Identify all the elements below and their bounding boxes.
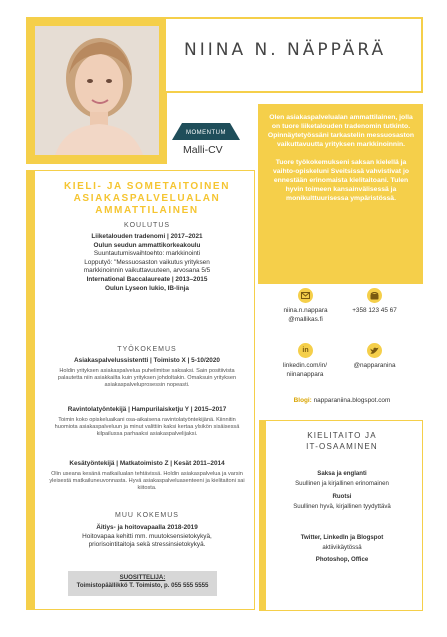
person-name: NIINA N. NÄPPÄRÄ (184, 40, 387, 60)
education-line: Liiketalouden tradenomi | 2017–2021 (91, 233, 203, 240)
summary-text (266, 113, 416, 203)
email-line: niina.n.nappara (283, 307, 328, 314)
momentum-logo (172, 120, 240, 140)
language-heading-line: KIELITAITO JA (307, 431, 377, 440)
language-item: Ruotsi (332, 493, 352, 500)
reference-label: SUOSITTELIJA: (119, 574, 166, 581)
phone-number[interactable]: +358 123 45 67 (352, 307, 397, 314)
language-heading-line: IT-OSAAMINEN (306, 442, 378, 451)
portrait-illustration (35, 26, 159, 155)
education-line: Lopputyö: "Messuosaston vaikutus yrityksen (84, 258, 210, 266)
language-item: Saksa ja englanti (317, 470, 367, 477)
language-accent-bar (259, 421, 266, 611)
logo-text: MOMENTUM (186, 130, 226, 136)
email-line: @mallikas.fi (288, 315, 323, 323)
linkedin-link[interactable] (264, 362, 346, 379)
job-title: Asiakaspalvelussistentti | Toimisto X | 5-10/2020 (74, 357, 220, 364)
phone-icon (367, 288, 382, 303)
linkedin-line: linkedin.com/in/ (282, 362, 328, 369)
it-skill: Photoshop, Office (315, 556, 369, 563)
profile-photo (35, 26, 159, 155)
education-line: Oulun Lyseon lukio, IB-linja (105, 284, 189, 292)
linkedin-line: niinanappara (286, 370, 324, 378)
other-experience-line: Hoitovapaa kehitti mm. muutoksensietokykyä, (82, 532, 212, 540)
language-level: Suullinen ja kirjallinen erinomainen (295, 480, 389, 487)
experience-heading: TYÖKOKEMUS (117, 346, 177, 353)
summary-paragraph-2: Tuore työkokemukseni saksan kielellä ja vaihto-opiskeluni Sveitsissä vahvistivat jo ennestään erinomaista kielitaitoani. Tulen hyvin toimeen kansainvälisessä ja monikulttuurisessa ympäristössä. (273, 159, 409, 202)
education-line: markkinoinnin vaikuttavuuteen, arvosana 5/5 (83, 267, 211, 275)
job-title: Kesätyöntekijä | Matkatoimisto Z | Kesät 2011–2014 (69, 460, 225, 467)
envelope-icon (298, 288, 313, 303)
template-label: Malli-CV (183, 144, 223, 156)
job-description: Olin useana kesänä matkailualan tehtävissä. Holdin asiakaspalvelua ja varsin yleisestä matkailuneuvonnasta. Hyvä asiakaspalveluasenteeni ja kielitaitoni sai kiitosta. (49, 471, 245, 492)
twitter-icon (367, 343, 382, 358)
other-experience (44, 524, 250, 550)
education-line: Oulun seudun ammattikorkeakoulu (93, 241, 201, 249)
twitter-handle[interactable]: @napparanina (353, 362, 396, 369)
summary-paragraph-1: Olen asiakaspalvelualan ammattilainen, jolla on tuore liiketalouden tradenomin tutkinto. Opinnäytetyössäni tarkastelin messuosaston vaikuttavuutta yrityksen markkinoinnin. (267, 114, 415, 148)
it-skill-level: aktiivikäytössä (322, 544, 362, 551)
reference-text: Toimistopäällikkö T. Toimisto, p. 055 555 5555 (76, 582, 209, 589)
email-address[interactable] (268, 307, 343, 324)
reference (68, 574, 217, 590)
other-experience-heading: MUU KOKEMUS (115, 512, 179, 519)
other-experience-line: priorisointitaitoja sekä stressinsietokykyä. (88, 541, 206, 549)
other-experience-role: Äitiys- ja hoitovapaalla 2018-2019 (96, 524, 198, 531)
linkedin-icon: in (298, 343, 313, 358)
main-content-accent-bar (26, 170, 35, 610)
education-heading: KOULUTUS (123, 222, 171, 229)
education-line: Suuntautumisvaihtoehto: markkinointi (93, 250, 201, 258)
language-heading (269, 430, 415, 452)
job-description: Holdin yrityksen asiakaspalvelua puhelimitse saksaksi. Sain positiivista palautetta niin asiakkailta kuin yrityksen johdoltakin. Omaksuin yrityksen asiakaspalveluprosessin nopeasti. (57, 368, 237, 389)
education-list (44, 233, 250, 293)
job-description: Toimin koko opiskeluaikani osa-aikaisena ravintolatyöntekijänä. Kiinnitin huomiota asiakaspalveluun ja minut valittiin kaksi kertaa ylsikön sisäisessä kilpailussa parhaaksi asiakaspalvelijaksi. (54, 417, 240, 438)
education-line: International Baccalaureate | 2013–2015 (86, 275, 208, 283)
blog-url: napparaniina.blogspot.com (313, 397, 391, 404)
it-skill: Twitter, LinkedIn ja Blogspot (300, 534, 384, 541)
job-title: Ravintolatyöntekijä | Hampurilaisketju Y | 2015–2017 (67, 406, 227, 413)
language-level: Suullinen hyvä, kirjallinen tyydyttävä (293, 503, 391, 510)
blog-label: Blogi: (293, 397, 312, 404)
headline: KIELI- JA SOMETAITOINEN ASIAKASPALVELUALAN AMMATTILAINEN (63, 181, 231, 216)
blog-link[interactable] (262, 397, 422, 406)
